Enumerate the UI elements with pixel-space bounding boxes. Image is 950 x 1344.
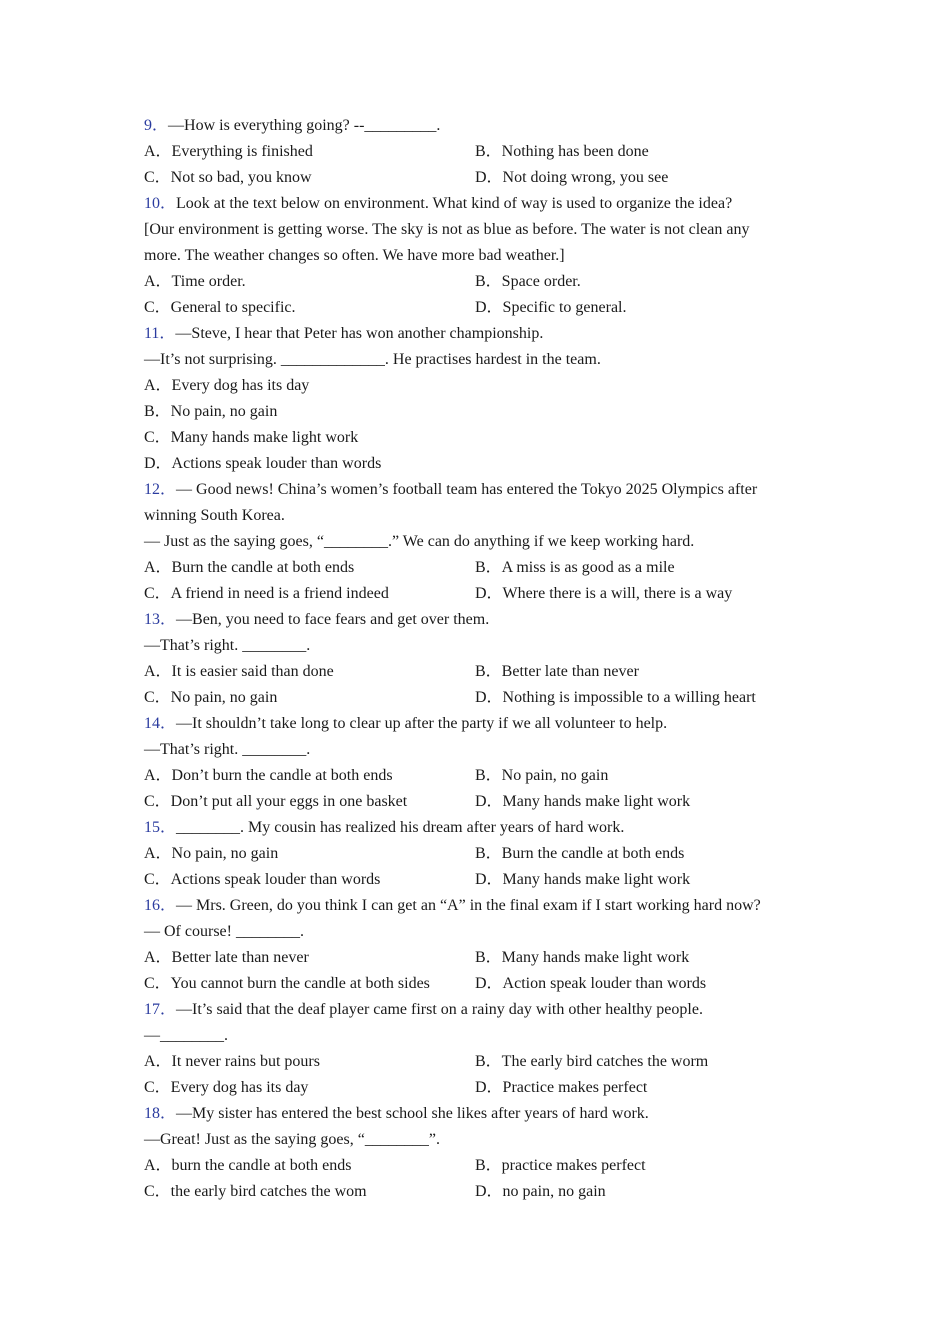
question-number: 17． [144, 1001, 177, 1018]
question-block [144, 815, 804, 893]
question-number: 11． [144, 325, 176, 342]
option-row [144, 269, 804, 295]
answer-option[interactable]: B．practice makes perfect [475, 1157, 646, 1174]
question-block [144, 997, 804, 1101]
question-stem [144, 815, 804, 841]
question-block [144, 113, 804, 191]
question-block [144, 191, 804, 321]
answer-option[interactable]: B．Burn the candle at both ends [475, 845, 685, 862]
question-text: Look at the text below on environment. What kind of way is used to organize the idea? [176, 195, 733, 212]
answer-option[interactable]: C．Not so bad, you know [144, 169, 312, 186]
answer-option[interactable]: A．Time order. [144, 273, 246, 290]
answer-option[interactable]: A．It never rains but pours [144, 1053, 320, 1070]
question-line [144, 243, 804, 269]
answer-option[interactable]: A．Better late than never [144, 949, 309, 966]
answer-option[interactable]: A．No pain, no gain [144, 845, 279, 862]
answer-option[interactable]: A．Every dog has its day [144, 377, 310, 394]
option-row [144, 841, 804, 867]
question-number: 14． [144, 715, 177, 732]
question-block [144, 1101, 804, 1205]
option-row [144, 1049, 804, 1075]
question-stem [144, 711, 804, 737]
question-block [144, 321, 804, 477]
option-row [144, 659, 804, 685]
answer-option[interactable]: C．the early bird catches the wom [144, 1183, 367, 1200]
option-row [144, 1179, 804, 1205]
option-row [144, 581, 804, 607]
question-text: winning South Korea. [144, 507, 285, 524]
answer-option[interactable]: B．Better late than never [475, 663, 639, 680]
question-text: —My sister has entered the best school she likes after years of hard work. [176, 1105, 649, 1122]
option-row [144, 165, 804, 191]
answer-option[interactable]: A．Don’t burn the candle at both ends [144, 767, 393, 784]
question-text: —That’s right. ________. [144, 741, 311, 758]
question-line [144, 503, 804, 529]
question-text: —Great! Just as the saying goes, “________”. [144, 1131, 440, 1148]
answer-option[interactable]: C．No pain, no gain [144, 689, 278, 706]
question-block [144, 607, 804, 711]
question-number: 10． [144, 195, 177, 212]
answer-option[interactable]: A．It is easier said than done [144, 663, 334, 680]
answer-option[interactable]: D．Where there is a will, there is a way [475, 585, 733, 602]
question-stem [144, 113, 804, 139]
option-row [144, 139, 804, 165]
question-number: 9． [144, 117, 169, 134]
answer-option[interactable]: B．Space order. [475, 273, 581, 290]
answer-option[interactable]: A．Burn the candle at both ends [144, 559, 355, 576]
question-block [144, 711, 804, 815]
question-line [144, 1023, 804, 1049]
answer-option[interactable]: B．No pain, no gain [475, 767, 609, 784]
question-text: — Good news! China’s women’s football team has entered the Tokyo 2025 Olympics after [176, 481, 758, 498]
answer-option[interactable]: D．Many hands make light work [475, 871, 691, 888]
question-text: —That’s right. ________. [144, 637, 311, 654]
answer-option[interactable]: A．burn the candle at both ends [144, 1157, 352, 1174]
question-text: [Our environment is getting worse. The sky is not as blue as before. The water is not clean any [144, 221, 750, 238]
answer-option[interactable]: C．A friend in need is a friend indeed [144, 585, 389, 602]
option-row [144, 763, 804, 789]
answer-option[interactable]: C．General to specific. [144, 299, 296, 316]
question-block [144, 477, 804, 607]
question-stem [144, 607, 804, 633]
option-row [144, 295, 804, 321]
answer-option[interactable]: B．The early bird catches the worm [475, 1053, 709, 1070]
question-block [144, 893, 804, 997]
question-line [144, 633, 804, 659]
answer-option[interactable]: D．no pain, no gain [475, 1183, 606, 1200]
question-text: —It’s not surprising. _____________. He practises hardest in the team. [144, 351, 601, 368]
question-stem [144, 997, 804, 1023]
question-line [144, 919, 804, 945]
question-text: —It’s said that the deaf player came first on a rainy day with other healthy people. [176, 1001, 703, 1018]
question-number: 15． [144, 819, 177, 836]
option-row [144, 685, 804, 711]
option-row [144, 555, 804, 581]
question-text: —________. [144, 1027, 228, 1044]
question-text: —Ben, you need to face fears and get over them. [176, 611, 490, 628]
question-number: 16． [144, 897, 177, 914]
answer-option[interactable]: C．Every dog has its day [144, 1079, 309, 1096]
question-line [144, 217, 804, 243]
question-stem [144, 191, 804, 217]
question-stem [144, 477, 804, 503]
question-text: — Of course! ________. [144, 923, 304, 940]
question-text: — Just as the saying goes, “________.” We can do anything if we keep working hard. [144, 533, 695, 550]
question-stem [144, 1101, 804, 1127]
answer-option[interactable]: D．Nothing is impossible to a willing heart [475, 689, 756, 706]
answer-option[interactable]: D．Not doing wrong, you see [475, 169, 669, 186]
option-row [144, 789, 804, 815]
question-text: — Mrs. Green, do you think I can get an “A” in the final exam if I start working hard now? [176, 897, 761, 914]
question-line [144, 529, 804, 555]
question-text: —It shouldn’t take long to clear up after the party if we all volunteer to help. [176, 715, 668, 732]
option-row [144, 867, 804, 893]
exam-page [144, 113, 804, 1205]
answer-option[interactable]: B．A miss is as good as a mile [475, 559, 675, 576]
question-line [144, 737, 804, 763]
answer-option[interactable]: A．Everything is finished [144, 143, 313, 160]
question-text: more. The weather changes so often. We have more bad weather.] [144, 247, 565, 264]
option-row [144, 1153, 804, 1179]
option-row [144, 945, 804, 971]
answer-option[interactable]: C．Actions speak louder than words [144, 871, 381, 888]
answer-option[interactable]: C．Many hands make light work [144, 429, 359, 446]
answer-option[interactable]: D．Many hands make light work [475, 793, 691, 810]
answer-option[interactable]: D．Actions speak louder than words [144, 455, 382, 472]
question-stem [144, 893, 804, 919]
question-line [144, 347, 804, 373]
question-number: 13． [144, 611, 177, 628]
answer-option[interactable]: B．No pain, no gain [144, 403, 278, 420]
answer-option[interactable]: C．Don’t put all your eggs in one basket [144, 793, 408, 810]
question-text: —Steve, I hear that Peter has won another championship. [175, 325, 544, 342]
option-row [144, 1075, 804, 1101]
question-stem [144, 321, 804, 347]
question-number: 12． [144, 481, 177, 498]
answer-option[interactable]: B．Many hands make light work [475, 949, 690, 966]
answer-option[interactable]: B．Nothing has been done [475, 143, 649, 160]
question-number: 18． [144, 1105, 177, 1122]
answer-option[interactable]: C．You cannot burn the candle at both sides [144, 975, 430, 992]
answer-option[interactable]: D．Action speak louder than words [475, 975, 707, 992]
question-line [144, 1127, 804, 1153]
option-row [144, 971, 804, 997]
answer-option[interactable]: D．Practice makes perfect [475, 1079, 648, 1096]
question-text: ________. My cousin has realized his dream after years of hard work. [176, 819, 625, 836]
answer-option[interactable]: D．Specific to general. [475, 299, 627, 316]
question-text: —How is everything going? --_________. [168, 117, 441, 134]
